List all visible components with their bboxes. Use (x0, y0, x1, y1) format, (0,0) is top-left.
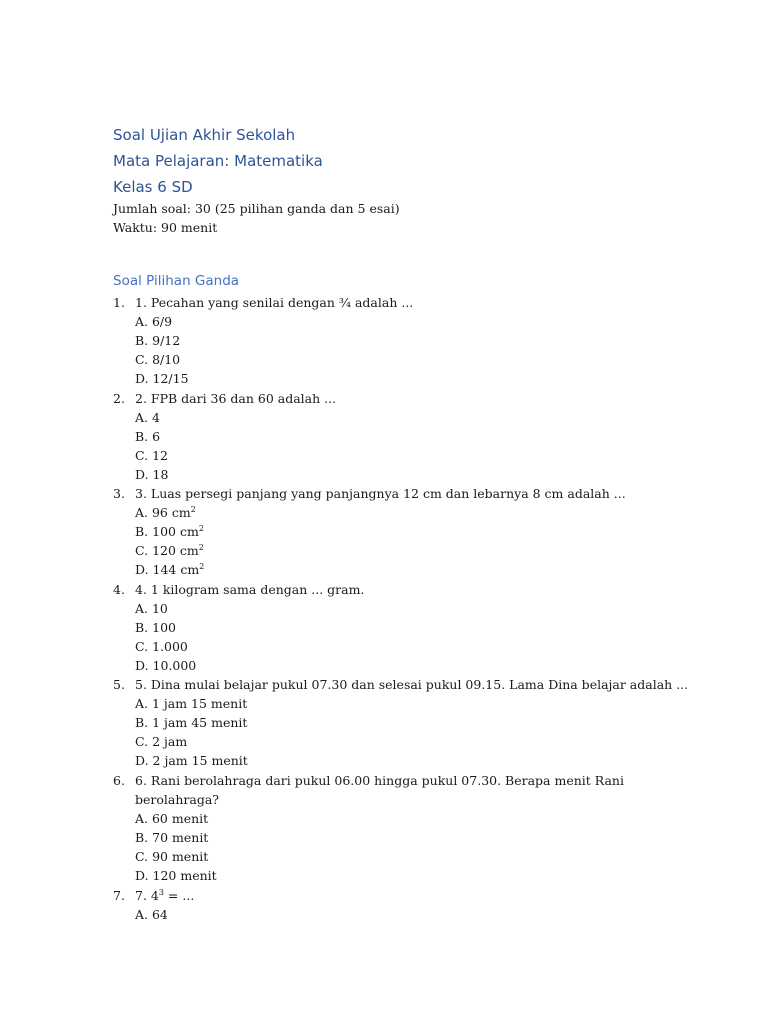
option-b: B. 9/12 (135, 333, 181, 348)
option-c: C. 90 menit (135, 849, 209, 864)
question-text: 6. Rani berolahraga dari pukul 06.00 hingga pukul 07.30. Berapa menit Rani (135, 773, 624, 788)
option-d: D. 12/15 (135, 371, 189, 386)
option-d: D. 18 (135, 467, 169, 482)
option-d: D. 10.000 (135, 658, 197, 673)
question-number: 6. (113, 773, 125, 788)
option-b: B. 100 (135, 620, 176, 635)
question-count: Jumlah soal: 30 (25 pilihan ganda dan 5 esai) (113, 201, 400, 216)
question-number: 1. (113, 295, 125, 310)
question-number: 2. (113, 391, 125, 406)
superscript: 2 (190, 505, 196, 514)
option-b: B. 6 (135, 429, 161, 444)
option-d: D. 120 menit (135, 868, 217, 883)
question-number: 5. (113, 677, 125, 692)
subject-title: Mata Pelajaran: Matematika (113, 152, 323, 170)
question-text: 3. Luas persegi panjang yang panjangnya 12 cm dan lebarnya 8 cm adalah ... (135, 486, 626, 501)
superscript: 3 (158, 888, 164, 897)
option-a: A. 64 (135, 907, 168, 922)
section-heading: Soal Pilihan Ganda (113, 273, 240, 289)
question-text-base: 7. 4 (135, 888, 159, 903)
option-c (135, 541, 204, 560)
question-text: 5. Dina mulai belajar pukul 07.30 dan selesai pukul 09.15. Lama Dina belajar adalah ... (135, 677, 689, 692)
superscript: 2 (199, 562, 205, 571)
option-b: B. 70 menit (135, 830, 209, 845)
question-text: 4. 1 kilogram sama dengan ... gram. (135, 582, 365, 597)
option-text: C. 120 cm (135, 543, 199, 558)
question-number: 4. (113, 582, 125, 597)
question-text: 2. FPB dari 36 dan 60 adalah ... (135, 391, 337, 406)
class-title: Kelas 6 SD (113, 178, 193, 196)
question-number: 3. (113, 486, 125, 501)
option-c: C. 8/10 (135, 352, 181, 367)
option-text: D. 144 cm (135, 562, 200, 577)
question-text-continued: berolahraga? (135, 792, 219, 807)
option-a (135, 503, 196, 522)
time-limit: Waktu: 90 menit (113, 220, 218, 235)
question-text: 1. Pecahan yang senilai dengan ¾ adalah ... (135, 295, 414, 310)
question-number: 7. (113, 888, 125, 903)
option-d (135, 560, 204, 579)
superscript: 2 (198, 524, 204, 533)
question-text (135, 886, 194, 905)
option-c: C. 2 jam (135, 734, 188, 749)
option-text: B. 100 cm (135, 524, 199, 539)
option-a: A. 1 jam 15 menit (135, 696, 248, 711)
option-d: D. 2 jam 15 menit (135, 753, 248, 768)
option-c: C. 12 (135, 448, 168, 463)
question-text-after: = ... (163, 888, 195, 903)
option-a: A. 60 menit (135, 811, 209, 826)
option-b (135, 522, 204, 541)
option-text: A. 96 cm (135, 505, 191, 520)
option-c: C. 1.000 (135, 639, 188, 654)
superscript: 2 (198, 543, 204, 552)
option-b: B. 1 jam 45 menit (135, 715, 248, 730)
option-a: A. 10 (135, 601, 168, 616)
option-a: A. 6/9 (135, 314, 173, 329)
option-a: A. 4 (135, 410, 160, 425)
doc-title: Soal Ujian Akhir Sekolah (113, 126, 296, 144)
